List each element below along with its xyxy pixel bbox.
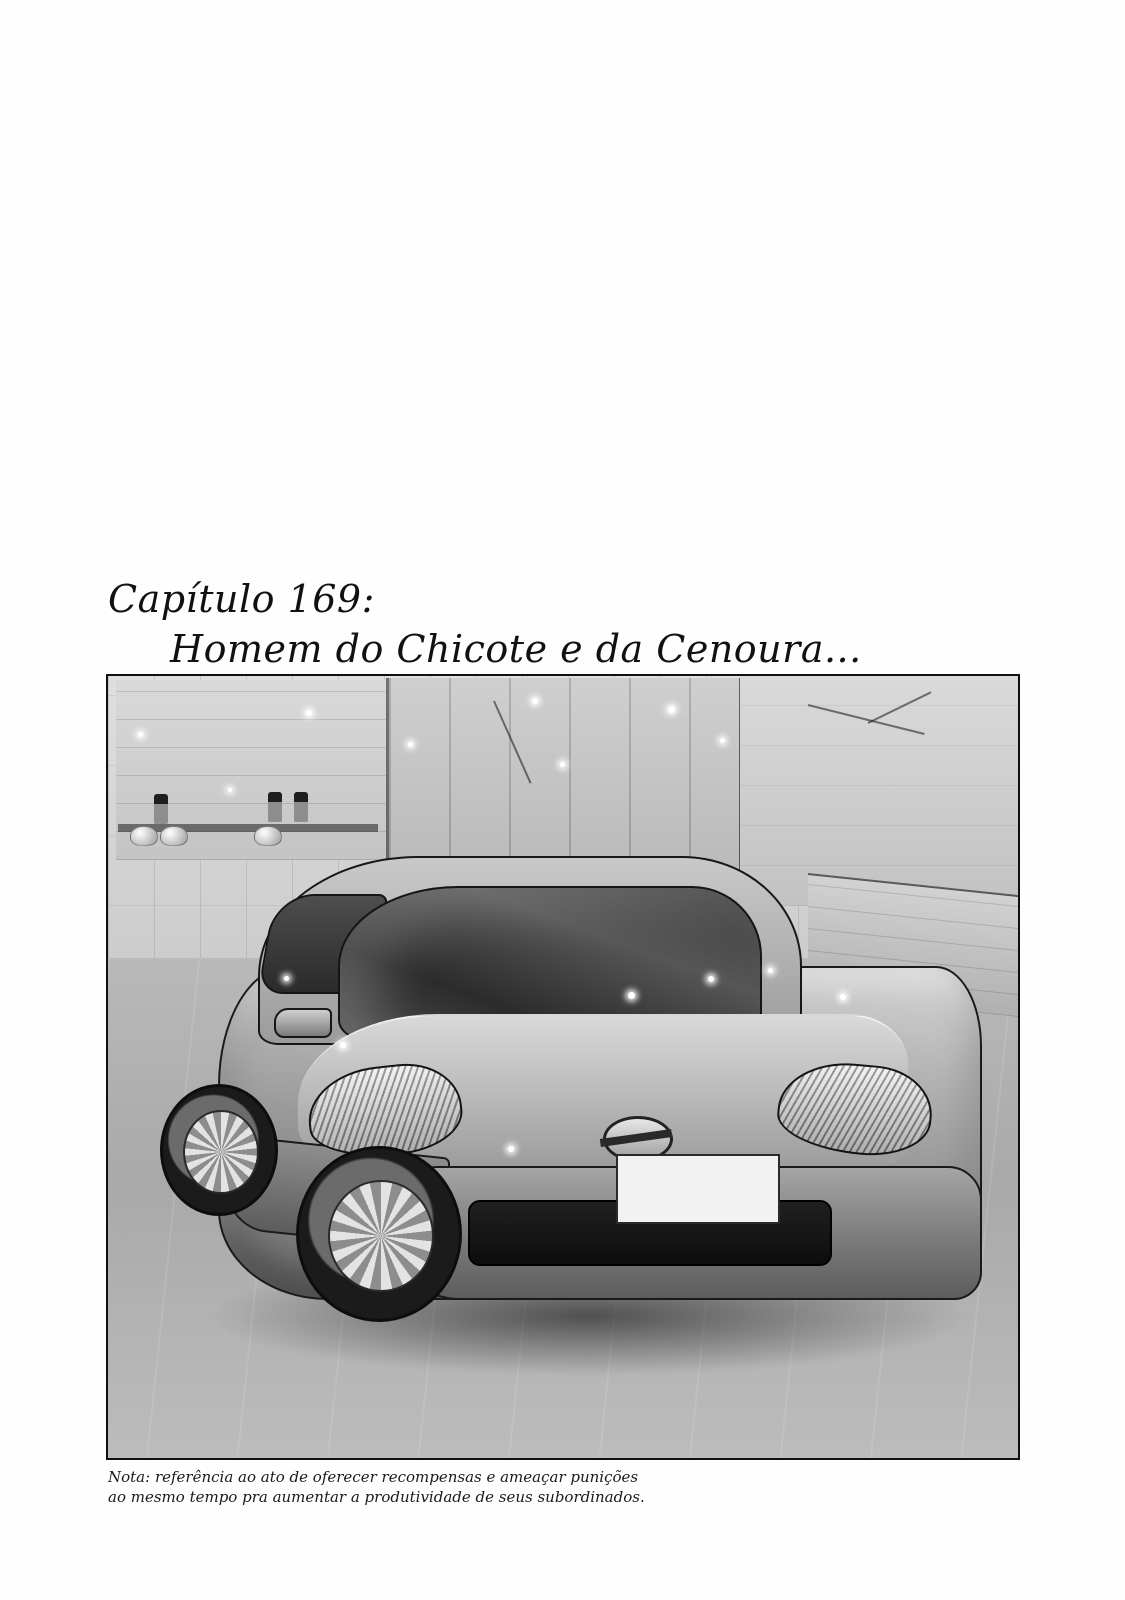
light-sparkle: [340, 1042, 346, 1048]
rear-wheel: [160, 1084, 278, 1216]
light-sparkle: [228, 788, 232, 792]
license-plate: [616, 1154, 780, 1224]
translator-note: [108, 1467, 868, 1508]
light-sparkle: [708, 976, 714, 982]
panel-artwork: [108, 676, 1018, 1458]
light-sparkle: [508, 1146, 514, 1152]
light-sparkle: [840, 994, 846, 1000]
chapter-title-line-1: Capítulo 169:: [108, 577, 375, 621]
light-sparkle: [306, 710, 312, 716]
light-sparkle: [720, 738, 725, 743]
light-sparkle: [768, 968, 773, 973]
light-sparkle: [408, 742, 413, 747]
front-wheel: [296, 1146, 462, 1322]
chapter-title-line-2: Homem do Chicote e da Cenoura...: [170, 626, 862, 671]
rear-rim: [183, 1110, 259, 1195]
front-rim: [328, 1180, 434, 1293]
light-sparkle: [532, 698, 538, 704]
light-sparkle: [284, 976, 289, 981]
chapter-title: [108, 578, 928, 671]
light-sparkle: [560, 762, 565, 767]
translator-note-line-1: Nota: referência ao ato de oferecer recompensas e ameaçar punições: [108, 1468, 639, 1486]
chapter-opening-panel: [106, 674, 1020, 1460]
sports-car: [148, 816, 988, 1376]
light-sparkle: [628, 992, 635, 999]
light-sparkle: [138, 732, 143, 737]
light-sparkle: [668, 706, 675, 713]
side-mirror: [274, 1008, 332, 1038]
translator-note-line-2: ao mesmo tempo pra aumentar a produtividade de seus subordinados.: [108, 1488, 645, 1507]
